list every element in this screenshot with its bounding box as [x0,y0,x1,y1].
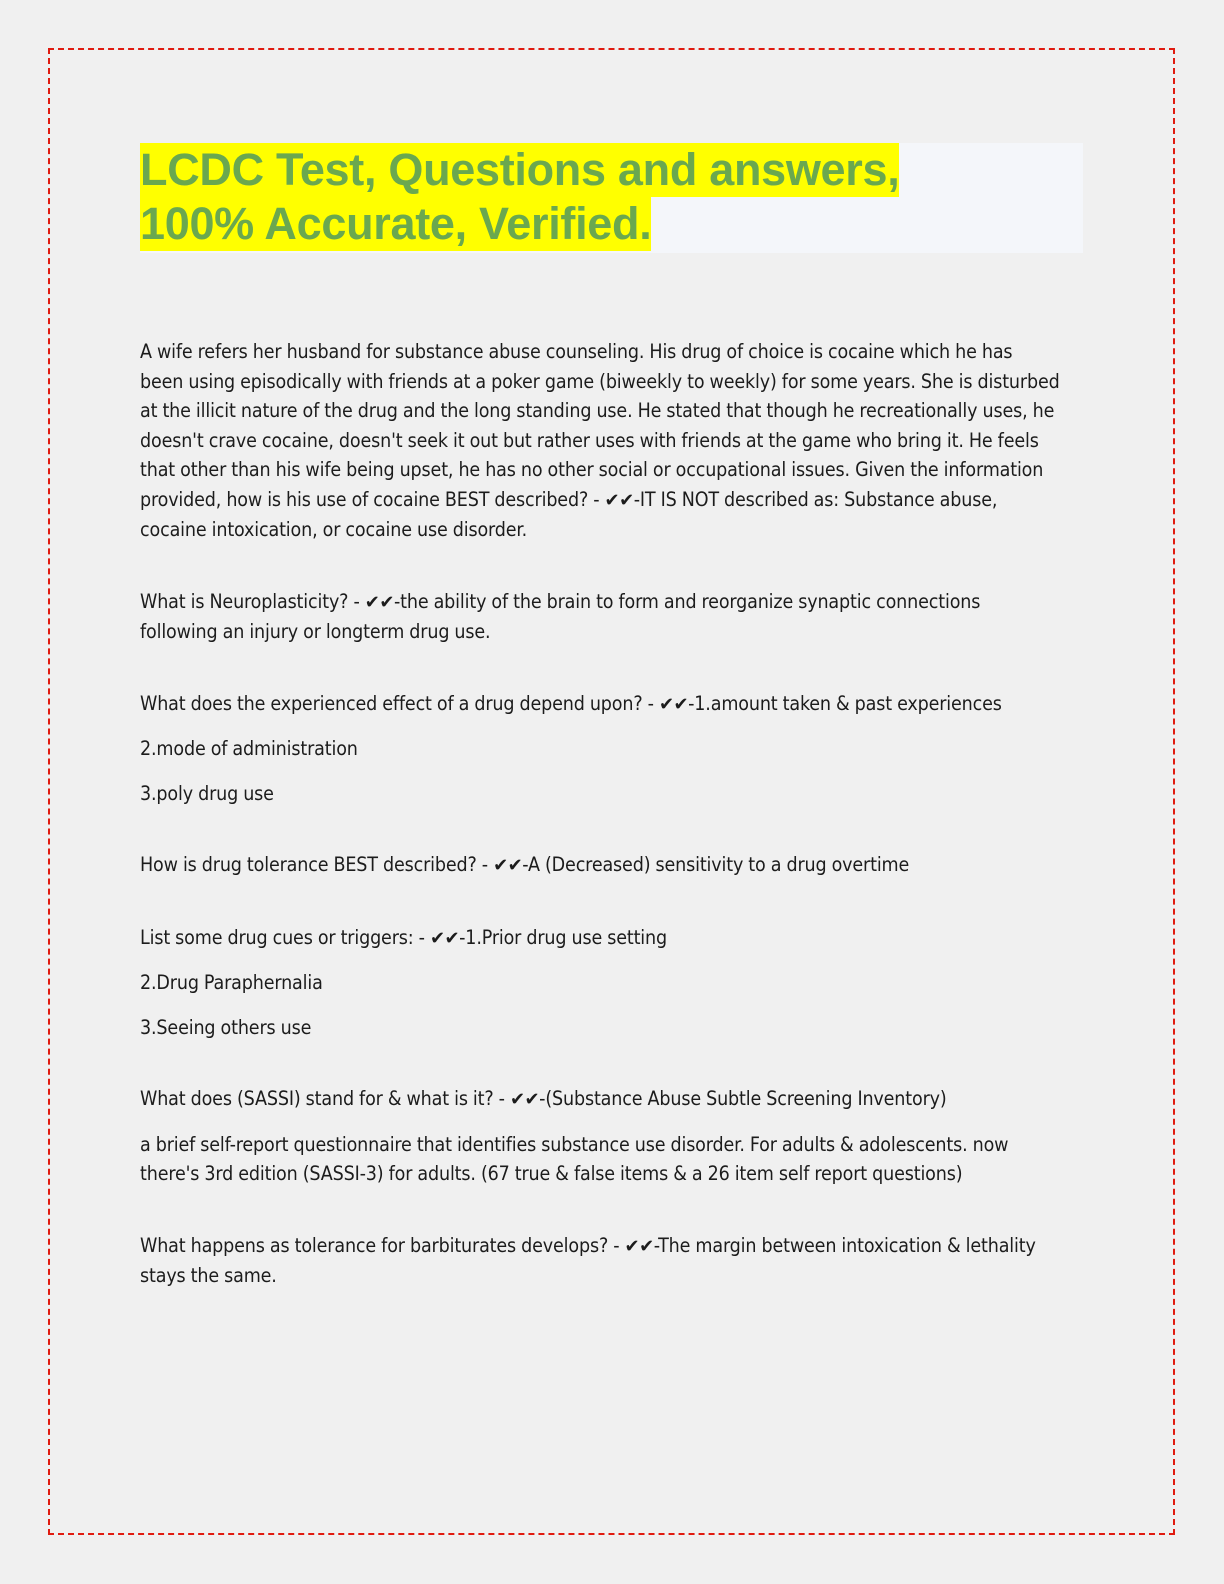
qa-block [140,850,1060,881]
qa-question-answer [140,689,1060,720]
answer-continuation: 2.Drug Paraphernalia [140,971,323,994]
double-checkmark-icon: ✔✔ [493,855,523,876]
question-text: How is drug tolerance BEST described? - [140,853,494,876]
double-checkmark-icon: ✔✔ [658,693,689,715]
double-checkmark-icon: ✔✔ [364,591,394,613]
qa-block [140,1231,1060,1291]
answer-continuation: 3.poly drug use [140,781,274,805]
page-title [140,143,956,251]
qa-question-answer [140,850,1060,881]
qa-list [140,337,1060,1291]
answer-text: -1.amount taken & past experiences [688,691,1002,715]
answer-continuation: 2.mode of administration [140,737,358,760]
qa-block [140,587,1060,647]
double-checkmark-icon: ✔✔ [624,1235,654,1257]
title-line-1: LCDC Test, Questions and answers, [140,144,900,195]
question-text: What does the experienced effect of a drug depend upon? - [140,691,659,715]
qa-block [140,689,1060,809]
answer-continuation: 3.Seeing others use [140,1015,312,1039]
answer-continuation: a brief self-report questionnaire that identifies substance use disorder. For adults & adolescents. now there's 3rd edition (SASSI-3) for adults. (67 true & false items & a 26 item self report questions) [140,1132,1009,1185]
answer-text: -A (Decreased) sensitivity to a drug overtime [522,853,910,876]
qa-block [140,1084,1060,1189]
answer-text: -the ability of the brain to form and reorganize synaptic connections following an injury or longterm drug use. [140,589,981,643]
double-checkmark-icon: ✔✔ [604,489,634,511]
answer-text: -1.Prior drug use setting [459,925,667,949]
qa-block [140,923,1060,1043]
question-text: A wife refers her husband for substance abuse counseling. His drug of choice is cocaine which he has been using episodically with friends at a poker game (biweekly to weekly) for some years. She is disturbed at the illicit nature of the drug and the long standing use. He stated that though he recreationally uses, he doesn't crave cocaine, doesn't seek it out but rather uses with friends at the game who bring it. He feels that other than his wife being upset, he has no other social or occupational issues. Given the information provided, how is his use of cocaine BEST described? - [140,340,1060,511]
qa-question-answer [140,1084,1060,1115]
question-text: What happens as tolerance for barbiturates develops? - [140,1233,625,1257]
qa-question-answer [140,337,1060,545]
question-text: List some drug cues or triggers: - [140,925,430,949]
answer-text: -(Substance Abuse Subtle Screening Inventory) [539,1087,947,1110]
question-text: What does (SASSI) stand for & what is it? - [140,1087,510,1110]
document-body [140,143,1084,251]
answer-text: -The margin between intoxication & lethality stays the same. [140,1233,1036,1287]
title-line-2: 100% Accurate, Verified. [140,198,652,249]
qa-question-answer [140,923,1060,954]
question-text: What is Neuroplasticity? - [140,589,365,613]
double-checkmark-icon: ✔✔ [429,927,460,949]
qa-question-answer [140,1231,1060,1291]
qa-question-answer [140,587,1060,647]
double-checkmark-icon: ✔✔ [509,1089,540,1110]
qa-block [140,337,1060,545]
answer-text: -IT IS NOT described as: Substance abuse, cocaine intoxication, or cocaine use disorder. [140,487,998,541]
